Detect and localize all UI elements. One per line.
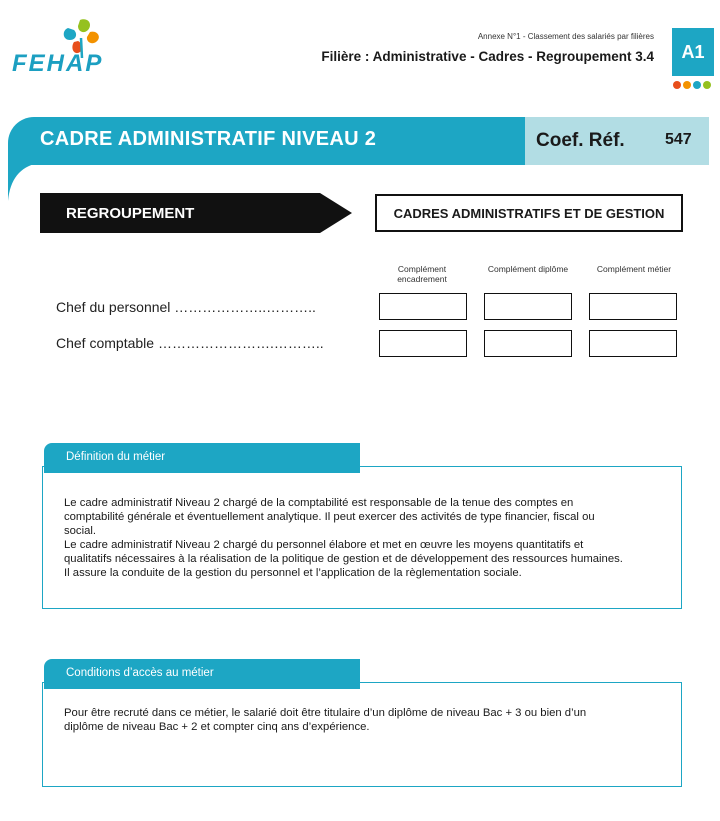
dot-orange	[683, 81, 691, 89]
dot-green	[703, 81, 711, 89]
color-dots	[673, 81, 711, 89]
conditions-box	[42, 682, 682, 787]
job-title: CADRE ADMINISTRATIF NIVEAU 2	[40, 128, 377, 150]
regroupement-label: REGROUPEMENT	[66, 205, 195, 222]
checkbox-encadrement-chef-comptable[interactable]	[379, 330, 467, 357]
conditions-text: Pour être recruté dans ce métier, le salarié doit être titulaire d’un diplôme de niveau Bac + 3 ou bien d’un diplôme de niveau Bac + 2 et compter cinq ans d’expérience.	[64, 707, 587, 733]
definition-paragraph: Le cadre administratif Niveau 2 chargé de la comptabilité est responsable de la tenue des comptes en comptabilité générale et éventuellement analytique. Il peut exercer des activités de type financier, fiscal ou social.	[64, 497, 595, 537]
row-label-chef-comptable: Chef comptable …………………….………..	[56, 335, 324, 351]
definition-tab	[44, 443, 360, 473]
header-complement-metier: Complément métier	[596, 264, 672, 274]
checkbox-diplome-chef-personnel[interactable]	[484, 293, 572, 320]
checkbox-encadrement-chef-personnel[interactable]	[379, 293, 467, 320]
checkbox-metier-chef-comptable[interactable]	[589, 330, 677, 357]
banner-curve-decoration	[8, 163, 38, 201]
coef-value: 547	[665, 131, 692, 148]
fehap-logo: FEHAP	[12, 50, 104, 77]
dot-blue	[693, 81, 701, 89]
header-complement-encadrement: Complément encadrement	[397, 264, 447, 284]
conditions-title: Conditions d’accès au métier	[66, 667, 214, 679]
definition-text	[64, 496, 624, 580]
dot-red	[673, 81, 681, 89]
filiere-title: Filière : Administrative - Cadres - Regroupement 3.4	[321, 49, 654, 64]
regroupement-value: CADRES ADMINISTRATIFS ET DE GESTION	[375, 194, 683, 232]
row-label-chef-personnel: Chef du personnel ………………..………..	[56, 299, 316, 315]
coef-label: Coef. Réf.	[536, 130, 625, 151]
page-badge: A1	[672, 28, 714, 76]
conditions-tab	[44, 659, 360, 689]
annexe-label: Annexe N°1 - Classement des salariés par filières	[477, 32, 654, 41]
checkbox-diplome-chef-comptable[interactable]	[484, 330, 572, 357]
header-complement-diplome: Complément diplôme	[487, 264, 569, 274]
checkbox-metier-chef-personnel[interactable]	[589, 293, 677, 320]
definition-title: Définition du métier	[66, 451, 166, 463]
definition-paragraph: Le cadre administratif Niveau 2 chargé du personnel élabore et met en œuvre les moyens quantitatifs et qualitatifs nécessaires à la réalisation de la politique de gestion et de développement des ressources humaines. Il assure la conduite de la gestion du personnel et l’application de la règlementation sociale.	[64, 539, 623, 579]
